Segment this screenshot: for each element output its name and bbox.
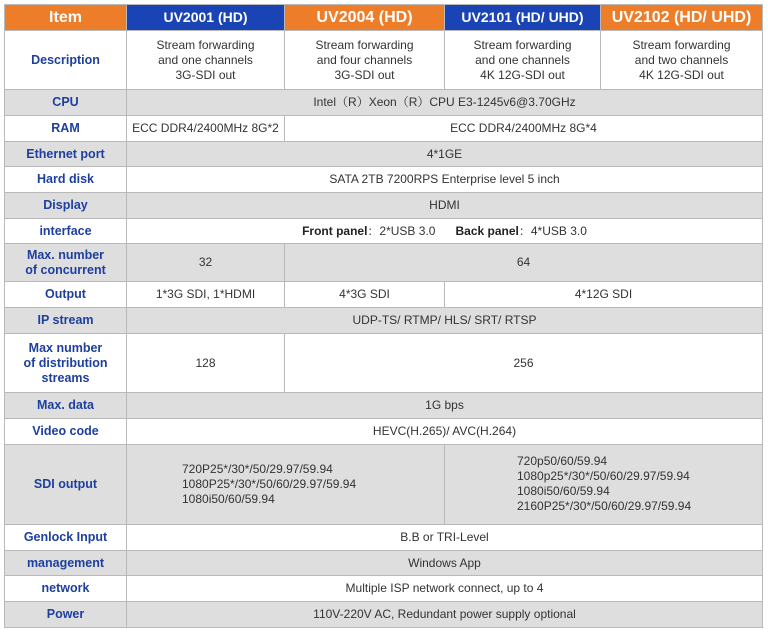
header-model-uv2102: UV2102 (HD/ UHD) (601, 5, 763, 31)
output-uv21xx: 4*12G SDI (445, 282, 763, 308)
interface-value (127, 218, 763, 244)
row-genlock (5, 525, 763, 551)
description-uv2102: Stream forwarding and two channels 4K 12G-SDI out (601, 30, 763, 90)
cpu-value: Intel（R）Xeon（R）CPU E3-1245v6@3.70GHz (127, 90, 763, 116)
concurrent-others: 64 (285, 244, 763, 282)
row-label: SDI output (5, 444, 127, 524)
output-uv2001: 1*3G SDI, 1*HDMI (127, 282, 285, 308)
hard-disk-value: SATA 2TB 7200RPS Enterprise level 5 inch (127, 167, 763, 193)
spec-table (4, 4, 763, 628)
row-label: Description (5, 30, 127, 90)
row-label: Max. data (5, 393, 127, 419)
max-data-value: 1G bps (127, 393, 763, 419)
power-value: 110V-220V AC, Redundant power supply optional (127, 602, 763, 628)
back-panel-value: ：4*USB 3.0 (518, 223, 587, 238)
sdi-output-uhd: 720p50/60/59.94 1080p25*/30*/50/60/29.97/59.94 1080i50/60/59.94 2160P25*/30*/50/60/29.97/59.94 (445, 444, 763, 524)
front-panel-value: ：2*USB 3.0 (367, 223, 436, 238)
distribution-uv2001: 128 (127, 333, 285, 393)
back-panel-label: Back panel (455, 223, 519, 238)
description-uv2001: Stream forwarding and one channels 3G-SDI out (127, 30, 285, 90)
row-label: CPU (5, 90, 127, 116)
row-description (5, 30, 763, 90)
network-value: Multiple ISP network connect, up to 4 (127, 576, 763, 602)
row-label: IP stream (5, 308, 127, 334)
row-label: Output (5, 282, 127, 308)
row-power (5, 602, 763, 628)
row-label: Ethernet port (5, 141, 127, 167)
description-uv2004: Stream forwarding and four channels 3G-SDI out (285, 30, 445, 90)
display-value: HDMI (127, 193, 763, 219)
front-panel-label: Front panel (302, 223, 368, 238)
ethernet-value: 4*1GE (127, 141, 763, 167)
row-label: Power (5, 602, 127, 628)
header-row (5, 5, 763, 31)
header-model-uv2001: UV2001 (HD) (127, 5, 285, 31)
row-sdi-output (5, 444, 763, 524)
row-ram (5, 116, 763, 142)
row-label: Video code (5, 419, 127, 445)
row-cpu (5, 90, 763, 116)
row-label: Max number of distribution streams (5, 333, 127, 393)
row-management (5, 550, 763, 576)
row-label: network (5, 576, 127, 602)
row-hard-disk (5, 167, 763, 193)
row-ethernet (5, 141, 763, 167)
header-model-uv2004: UV2004 (HD) (285, 5, 445, 31)
row-label: Hard disk (5, 167, 127, 193)
output-uv2004: 4*3G SDI (285, 282, 445, 308)
video-code-value: HEVC(H.265)/ AVC(H.264) (127, 419, 763, 445)
row-network (5, 576, 763, 602)
row-ip-stream (5, 308, 763, 334)
row-label: interface (5, 218, 127, 244)
row-max-data (5, 393, 763, 419)
distribution-others: 256 (285, 333, 763, 393)
ip-stream-value: UDP-TS/ RTMP/ HLS/ SRT/ RTSP (127, 308, 763, 334)
row-label: management (5, 550, 127, 576)
row-distribution (5, 333, 763, 393)
row-label: Max. number of concurrent (5, 244, 127, 282)
row-display (5, 193, 763, 219)
row-label: Display (5, 193, 127, 219)
row-video-code (5, 419, 763, 445)
row-label: RAM (5, 116, 127, 142)
ram-value-uv2001: ECC DDR4/2400MHz 8G*2 (127, 116, 285, 142)
row-label: Genlock Input (5, 525, 127, 551)
description-uv2101: Stream forwarding and one channels 4K 12G-SDI out (445, 30, 601, 90)
sdi-output-hd: 720P25*/30*/50/29.97/59.94 1080P25*/30*/50/60/29.97/59.94 1080i50/60/59.94 (127, 444, 445, 524)
header-model-uv2101: UV2101 (HD/ UHD) (445, 5, 601, 31)
header-item: Item (5, 5, 127, 31)
management-value: Windows App (127, 550, 763, 576)
row-concurrent (5, 244, 763, 282)
genlock-value: B.B or TRI-Level (127, 525, 763, 551)
row-output (5, 282, 763, 308)
concurrent-uv2001: 32 (127, 244, 285, 282)
ram-value-others: ECC DDR4/2400MHz 8G*4 (285, 116, 763, 142)
row-interface (5, 218, 763, 244)
